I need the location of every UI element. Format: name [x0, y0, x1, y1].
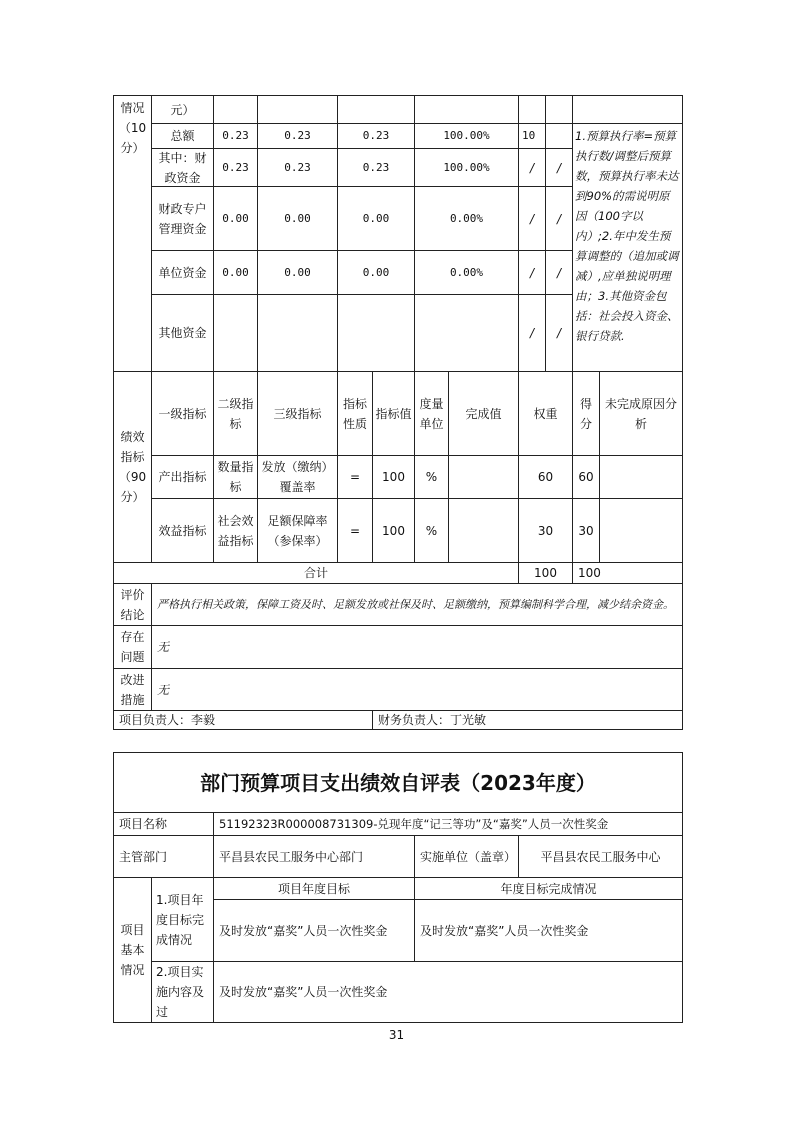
- impl-value: 及时发放“嘉奖”人员一次性奖金: [213, 961, 683, 1023]
- cell: 0.00%: [414, 186, 519, 251]
- cell: 0.00: [337, 186, 415, 251]
- indicator-cell: 效益指标: [151, 498, 214, 563]
- cell: 0.00: [257, 250, 338, 295]
- issues-text: 无: [151, 625, 683, 669]
- empty-cell: [257, 95, 338, 124]
- unit-value: 平昌县农民工服务中心: [518, 835, 683, 878]
- indicator-cell: 发放（缴纳）覆盖率: [257, 455, 338, 499]
- cell: /: [518, 294, 546, 372]
- row-label: 总额: [151, 123, 214, 149]
- done-value: 及时发放“嘉奖”人员一次性奖金: [414, 899, 683, 962]
- header-cell: 权重: [518, 371, 573, 456]
- indicator-cell: 100: [372, 455, 415, 499]
- header-cell: 指标性质: [337, 371, 373, 456]
- unit-label-tail: 元）: [151, 95, 214, 124]
- indicator-cell: 足额保障率（参保率）: [257, 498, 338, 563]
- goal-header: 项目年度目标: [213, 877, 415, 900]
- indicator-cell: 数量指标: [213, 455, 258, 499]
- dept-label: 主管部门: [113, 835, 214, 878]
- indicator-cell: [448, 498, 519, 563]
- cell: 0.00: [257, 186, 338, 251]
- total-score: 100: [572, 562, 683, 584]
- cell: [414, 294, 519, 372]
- unit-label: 实施单位（盖章）: [414, 835, 519, 878]
- indicator-cell: [599, 498, 683, 563]
- cell: /: [545, 186, 573, 251]
- indicator-cell: 30: [518, 498, 573, 563]
- project-lead: 项目负责人：李毅: [113, 710, 373, 730]
- cell: 0.00: [213, 186, 258, 251]
- evaluation-text: 严格执行相关政策，保障工资及时、足额发放或社保及时、足额缴纳，预算编制科学合理，减少结余资金。: [151, 583, 683, 626]
- basic-info-label: 项目基本情况: [113, 877, 152, 1023]
- indicator-cell: 100: [372, 498, 415, 563]
- row-label: 单位资金: [151, 250, 214, 295]
- cell: [257, 294, 338, 372]
- indicator-cell: 60: [518, 455, 573, 499]
- indicator-cell: 社会效益指标: [213, 498, 258, 563]
- cell: 100.00%: [414, 148, 519, 187]
- cell: /: [518, 148, 546, 187]
- done-header: 年度目标完成情况: [414, 877, 683, 900]
- header-cell: 得分: [572, 371, 600, 456]
- cell: [545, 123, 573, 149]
- goal-value: 及时发放“嘉奖”人员一次性奖金: [213, 899, 415, 962]
- indicator-cell: %: [414, 455, 449, 499]
- cell: /: [518, 250, 546, 295]
- indicator-cell: [448, 455, 519, 499]
- impl-label: 2.项目实施内容及过: [151, 961, 214, 1023]
- indicator-cell: =: [337, 455, 373, 499]
- cell: 0.23: [337, 148, 415, 187]
- cell: /: [545, 294, 573, 372]
- cell: /: [545, 148, 573, 187]
- total-label: 合计: [113, 562, 519, 584]
- project-name-value: 51192323R000008731309-兑现年度“记三等功”及“嘉奖”人员一次性奖金: [213, 812, 683, 836]
- funding-section-label: 情况（10分）: [113, 95, 152, 372]
- project-name-label: 项目名称: [113, 812, 214, 836]
- performance-section-label: 绩效指标（90分）: [113, 371, 152, 563]
- dept-value: 平昌县农民工服务中心部门: [213, 835, 415, 878]
- cell: [213, 294, 258, 372]
- cell: 0.23: [213, 123, 258, 149]
- cell: 100.00%: [414, 123, 519, 149]
- header-cell: 完成值: [448, 371, 519, 456]
- goal-label: 1.项目年度目标完成情况: [151, 877, 214, 962]
- cell: 0.00: [213, 250, 258, 295]
- empty-cell: [518, 95, 546, 124]
- cell: [337, 294, 415, 372]
- cell: /: [545, 250, 573, 295]
- row-label: 其他资金: [151, 294, 214, 372]
- indicator-cell: =: [337, 498, 373, 563]
- indicator-cell: %: [414, 498, 449, 563]
- improve-label: 改进措施: [113, 668, 152, 711]
- cell: 0.00%: [414, 250, 519, 295]
- issues-label: 存在问题: [113, 625, 152, 669]
- header-cell: 一级指标: [151, 371, 214, 456]
- finance-lead: 财务负责人：丁光敏: [372, 710, 683, 730]
- indicator-cell: 60: [572, 455, 600, 499]
- indicator-cell: 产出指标: [151, 455, 214, 499]
- header-cell: 度量单位: [414, 371, 449, 456]
- cell: 0.23: [257, 148, 338, 187]
- total-weight: 100: [518, 562, 573, 584]
- empty-cell: [572, 95, 683, 124]
- empty-cell: [213, 95, 258, 124]
- cell: /: [518, 186, 546, 251]
- empty-cell: [337, 95, 415, 124]
- funding-note: 1.预算执行率=预算执行数/调整后预算数，预算执行率未达到90%的需说明原因（100字以内）;2.年中发生预算调整的（追加或调减）,应单独说明理由；3.其他资金包括：社会投入资金、银行贷款.: [572, 123, 683, 372]
- row-label: 其中：财政资金: [151, 148, 214, 187]
- header-cell: 指标值: [372, 371, 415, 456]
- empty-cell: [545, 95, 573, 124]
- cell: 10: [518, 123, 546, 149]
- page-number: 31: [388, 1028, 405, 1042]
- header-cell: 未完成原因分析: [599, 371, 683, 456]
- cell: 0.23: [257, 123, 338, 149]
- form-title: 部门预算项目支出绩效自评表（2023年度）: [113, 752, 683, 813]
- row-label: 财政专户管理资金: [151, 186, 214, 251]
- header-cell: 三级指标: [257, 371, 338, 456]
- evaluation-label: 评价结论: [113, 583, 152, 626]
- indicator-cell: 30: [572, 498, 600, 563]
- cell: 0.23: [337, 123, 415, 149]
- cell: 0.23: [213, 148, 258, 187]
- header-cell: 二级指标: [213, 371, 258, 456]
- cell: 0.00: [337, 250, 415, 295]
- indicator-cell: [599, 455, 683, 499]
- improve-text: 无: [151, 668, 683, 711]
- empty-cell: [414, 95, 519, 124]
